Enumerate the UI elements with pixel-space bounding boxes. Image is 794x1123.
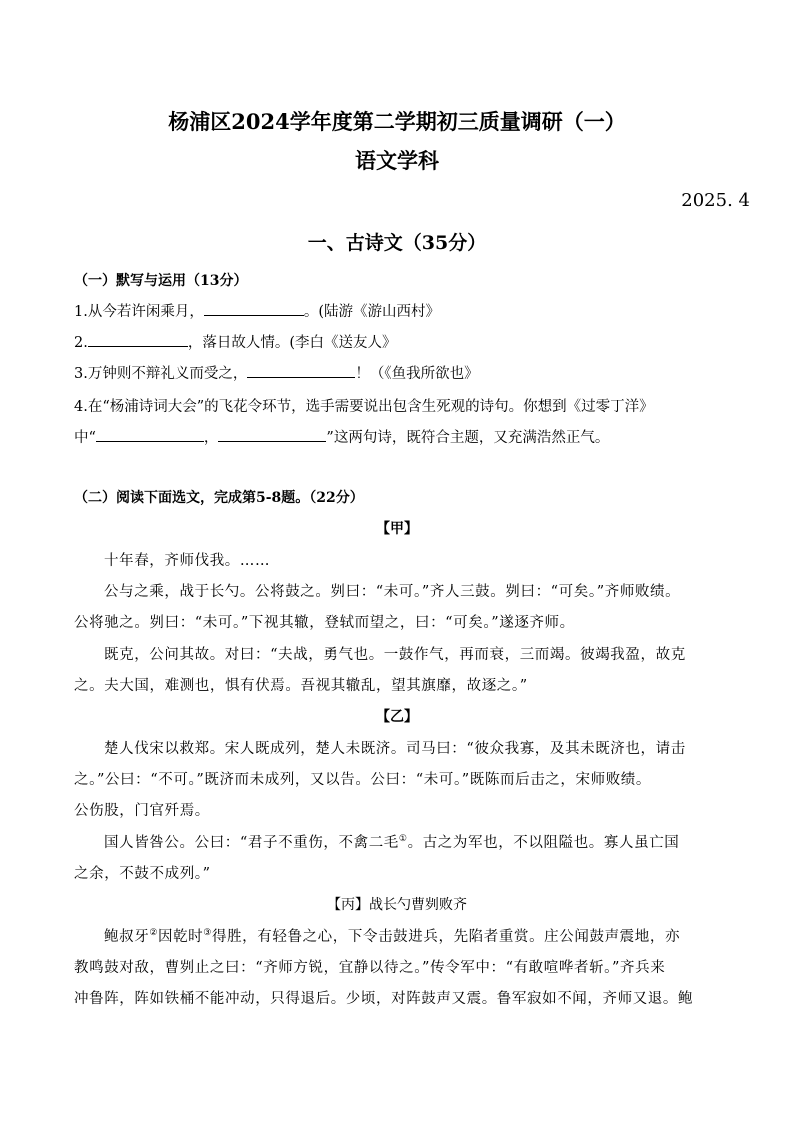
passage-label-yi: 【乙】 bbox=[376, 709, 418, 725]
exam-date: 2025. 4 bbox=[681, 190, 750, 211]
passage-line: 公将驰之。刿曰：“未可。”下视其辙，登轼而望之，曰：“可矣。”遂逐齐师。 bbox=[74, 615, 575, 631]
passage-line: 楚人伐宋以救郑。宋人既成列，楚人未既济。司马曰：“彼众我寡，及其未既济也，请击 bbox=[104, 741, 686, 757]
q3-text: 3.万钟则不辩礼义而受之， bbox=[74, 366, 248, 382]
passage-text: 鲍叔牙 bbox=[104, 929, 150, 945]
question-3 bbox=[74, 362, 479, 383]
passage-text: 得胜，有轻鲁之心，下令击鼓进兵，先陷者重赏。庄公闻鼓声震地，亦 bbox=[211, 929, 681, 945]
section-heading: 一、古诗文（35分） bbox=[307, 232, 487, 254]
footnote-marker: ② bbox=[149, 928, 158, 939]
footnote-marker: ③ bbox=[203, 928, 212, 939]
exam-title: 杨浦区2024学年度第二学期初三质量调研（一） bbox=[168, 109, 626, 134]
passage-line: 之。”公曰：“不可。”既济而未成列，又以告。公曰：“未可。”既陈而后击之，宋师败绩。 bbox=[74, 772, 652, 788]
q4-text: 中“ bbox=[74, 430, 96, 446]
passage-line: 既克，公问其故。对曰：“夫战，勇气也。一鼓作气，再而衰，三而竭。彼竭我盈，故克 bbox=[104, 647, 686, 663]
passage-line: 公与之乘，战于长勺。公将鼓之。刿曰：“未可。”齐人三鼓。刿曰：“可矣。”齐师败绩。 bbox=[104, 584, 681, 600]
subject-title: 语文学科 bbox=[355, 148, 439, 173]
passage-line: 教鸣鼓对敌，曹刿止之曰：“齐师方锐，宜静以待之。”传令军中：“有敢喧哗者斩。”齐兵来 bbox=[74, 960, 666, 976]
passage-text: 。古之为军也，不以阻隘也。寡人虽亡国 bbox=[407, 835, 680, 851]
q4-comma: ， bbox=[203, 430, 219, 446]
question-1 bbox=[74, 300, 440, 321]
q4-end: ”这两句诗，既符合主题，又充满浩然正气。 bbox=[326, 430, 610, 446]
q1-source: 。(陆游《游山西村》 bbox=[303, 304, 440, 320]
passage-line: 十年春，齐师伐我。…… bbox=[104, 553, 271, 569]
passage-text: 因乾时 bbox=[157, 929, 204, 945]
footnote-marker: ① bbox=[398, 834, 408, 845]
question-4-line-2 bbox=[74, 426, 609, 447]
passage-line: 之。夫大国，难测也，惧有伏焉。吾视其辙乱，望其旗靡，故逐之。” bbox=[74, 678, 528, 694]
question-4-line-1: 4.在“杨浦诗词大会”的飞花令环节，选手需要说出包含生死观的诗句。你想到《过零丁洋》 bbox=[74, 399, 654, 415]
answer-blank[interactable] bbox=[88, 333, 188, 347]
subsection-heading-2: （二）阅读下面选文，完成第5-8题。（22分） bbox=[74, 490, 364, 506]
answer-blank[interactable] bbox=[204, 302, 304, 316]
answer-blank[interactable] bbox=[96, 428, 204, 442]
passage-line: 之余，不鼓不成列。” bbox=[74, 866, 211, 882]
passage-line bbox=[104, 925, 680, 946]
q3-source: ！（《鱼我所欲也》 bbox=[355, 366, 479, 382]
passage-line: 公伤股，门官歼焉。 bbox=[74, 803, 210, 819]
question-2 bbox=[74, 331, 397, 352]
q1-text: 1.从今若许闲乘月， bbox=[74, 304, 204, 320]
answer-blank[interactable] bbox=[247, 364, 355, 378]
q2-source: ，落日故人情。(李白《送友人》 bbox=[187, 335, 397, 351]
passage-line: 冲鲁阵，阵如铁桶不能冲动，只得退后。少顷，对阵鼓声又震。鲁军寂如不闻，齐师又退。鲍 bbox=[74, 991, 694, 1007]
q2-text: 2. bbox=[74, 335, 88, 351]
subsection-heading-1: （一）默写与运用（13分） bbox=[74, 273, 248, 289]
answer-blank[interactable] bbox=[218, 428, 326, 442]
passage-line bbox=[104, 831, 679, 852]
passage-label-jia: 【甲】 bbox=[376, 521, 418, 537]
passage-label-bing: 【丙】战长勺曹刿败齐 bbox=[327, 897, 467, 913]
passage-text: 国人皆咎公。公曰：“君子不重伤，不禽二毛 bbox=[104, 835, 399, 851]
